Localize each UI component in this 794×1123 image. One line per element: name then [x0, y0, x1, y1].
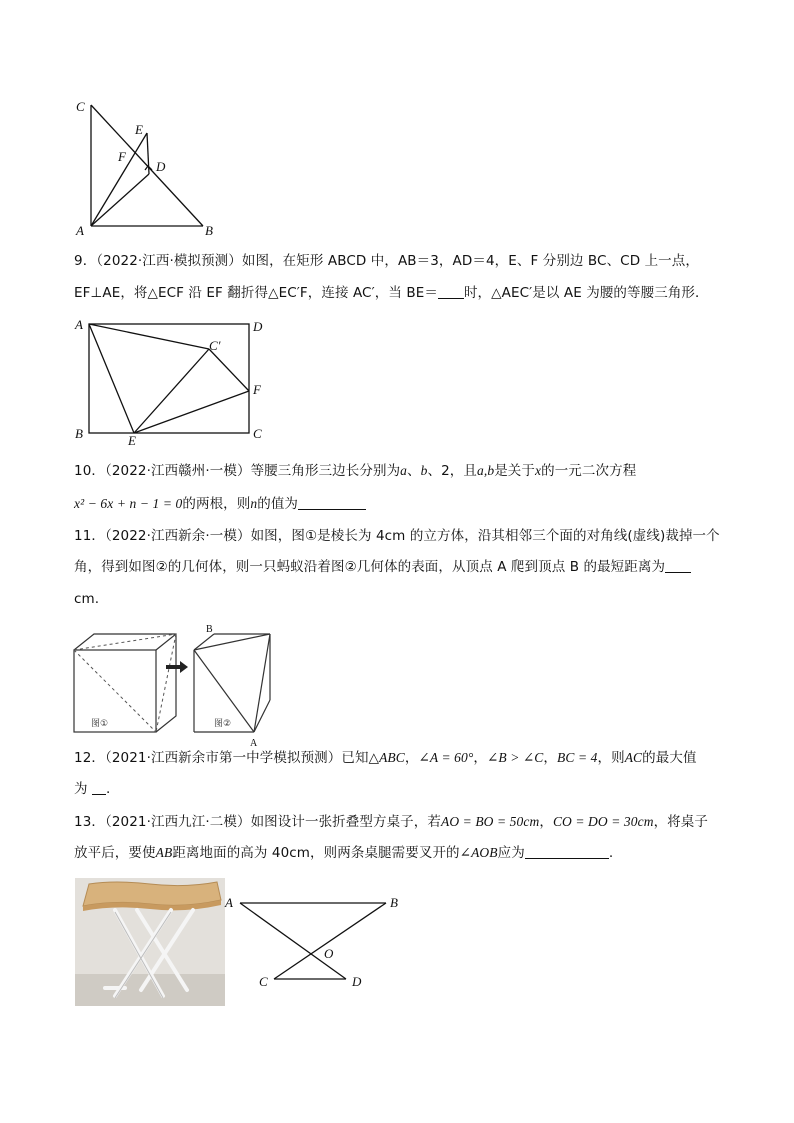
- q13-text-end: .: [608, 845, 614, 861]
- q9-text-1: 9．（2022·江西·模拟预测）如图，在矩形 ABCD 中，AB＝3，AD＝4，E、F 分别边 BC、CD 上一点，: [74, 253, 699, 269]
- q12-text-1b: ，则: [597, 750, 625, 766]
- q9-line-2: [74, 283, 734, 303]
- q10-var-n: n: [250, 496, 258, 511]
- q10-answer-blank[interactable]: [298, 495, 366, 510]
- q9-label-b: B: [75, 426, 83, 441]
- q13-text-1a: 13．（2021·江西九江·二模）如图设计一张折叠型方桌子，若: [74, 814, 441, 830]
- q13-label-c: C: [259, 974, 268, 989]
- q9-rectangle-figure: [72, 314, 272, 448]
- folding-table-photo: [75, 878, 225, 1006]
- q8-label-f: F: [118, 149, 126, 164]
- q10-var-x: x: [535, 463, 542, 478]
- q12-var-bc: BC = 4: [557, 750, 598, 765]
- q9-rectangle-svg: [72, 314, 272, 448]
- q8-triangle-svg: [70, 98, 220, 238]
- q13-label-d: D: [352, 974, 362, 989]
- q13-line-2: [74, 843, 734, 863]
- q10-var-ab: a,b: [477, 463, 495, 478]
- q12-text-1a: 12．（2021·江西新余市第一中学模拟预测）已知△: [74, 750, 380, 766]
- q11-text-1: 11．（2022·江西新余·一模）如图，图①是棱长为 4cm 的立方体，沿其相邻三个面的对角线(虚线)裁掉一个: [74, 528, 720, 544]
- q11-line-2: [74, 557, 734, 577]
- q9-line-1: [74, 251, 734, 271]
- q12-var-ac: AC: [624, 750, 643, 765]
- q13-var-codo: CO = DO = 30cm: [552, 814, 654, 829]
- q12-answer-blank[interactable]: [92, 780, 106, 795]
- q10-sep-2: 、2，且: [427, 463, 477, 479]
- q13-var-ab: AB: [155, 845, 173, 860]
- q10-text-2a: 的两根，则: [182, 496, 251, 512]
- q13-answer-blank[interactable]: [525, 844, 609, 859]
- q13-text-2a: 放平后，要使: [74, 845, 156, 861]
- q11-text-2: 角，得到如图②的几何体，则一只蚂蚁沿着图②几何体的表面，从顶点 A 爬到顶点 B 的最短距离为: [74, 559, 666, 575]
- q9-label-c: C: [253, 426, 262, 441]
- q13-label-o: O: [324, 946, 334, 961]
- q13-comma: ，: [539, 814, 553, 830]
- q11-caption-2: 图②: [214, 719, 232, 729]
- q10-text-1b: 是关于: [494, 463, 535, 479]
- q13-table-diagram: [222, 890, 412, 994]
- q13-label-a: A: [225, 895, 233, 910]
- q10-text-1c: 的一元二次方程: [541, 463, 637, 479]
- q12-text-2: 为: [74, 781, 88, 797]
- q8-label-b: B: [205, 223, 213, 238]
- q11-text-3: cm.: [74, 591, 100, 607]
- q9-label-a: A: [75, 317, 83, 332]
- q9-text-2a: EF⊥AE，将△ECF 沿 EF 翻折得△EC′F，连接 AC′，当 BE＝: [74, 285, 438, 301]
- q13-line-1: [74, 812, 734, 832]
- q13-var-aob: ∠AOB: [459, 845, 498, 860]
- q11-answer-blank[interactable]: [665, 558, 691, 573]
- q10-line-1: [74, 461, 734, 481]
- q11-label-b: B: [206, 624, 213, 635]
- q10-equation: x² − 6x + n − 1 = 0: [74, 496, 183, 511]
- q12-angle-bc: ∠B > ∠C: [486, 750, 544, 765]
- q11-line-3: [74, 589, 734, 609]
- q9-label-c-prime: C′: [209, 338, 221, 353]
- q9-label-e: E: [128, 433, 136, 448]
- q10-var-b: b: [420, 463, 428, 478]
- q10-text-2b: 的值为: [257, 496, 299, 512]
- q13-text-2c: 应为: [497, 845, 525, 861]
- q10-text-1a: 10．（2022·江西赣州·一模）等腰三角形三边长分别为: [74, 463, 401, 479]
- q9-text-2b: 时，△AEC′是以 AE 为腰的等腰三角形．: [463, 285, 709, 301]
- q12-text-end: .: [106, 781, 111, 797]
- q8-triangle-figure: [70, 98, 220, 238]
- q12-text-1c: 的最大值: [642, 750, 697, 766]
- q13-text-1b: ，将桌子: [653, 814, 708, 830]
- q13-diagram-svg: [222, 890, 412, 994]
- q12-var-abc: ABC: [379, 750, 405, 765]
- q12-line-1: [74, 748, 734, 768]
- q10-line-2: [74, 494, 734, 514]
- q12-comma-2: ，: [473, 750, 487, 766]
- q8-label-c: C: [76, 99, 85, 114]
- q11-line-1: [74, 526, 734, 546]
- q12-comma-1: ，: [404, 750, 419, 766]
- q13-var-aobo: AO = BO = 50cm: [440, 814, 540, 829]
- q8-label-d: D: [156, 159, 166, 174]
- q9-label-f: F: [253, 382, 261, 397]
- q8-label-e: E: [135, 122, 143, 137]
- q13-text-2b: 距离地面的高为 40cm，则两条桌腿需要叉开的: [172, 845, 460, 861]
- q12-comma-3: ，: [543, 750, 558, 766]
- q11-label-a: A: [250, 738, 258, 749]
- folding-table-svg: [75, 878, 225, 1006]
- q8-label-a: A: [76, 223, 84, 238]
- q9-label-d: D: [253, 319, 263, 334]
- q10-sep-1: 、: [407, 463, 421, 479]
- q12-line-2: [74, 779, 734, 799]
- q13-label-b: B: [390, 895, 398, 910]
- q11-caption-1: 图①: [91, 719, 109, 729]
- q9-answer-blank[interactable]: [438, 284, 464, 299]
- q12-angle-a: ∠A = 60°: [418, 750, 474, 765]
- q10-var-a: a: [400, 463, 408, 478]
